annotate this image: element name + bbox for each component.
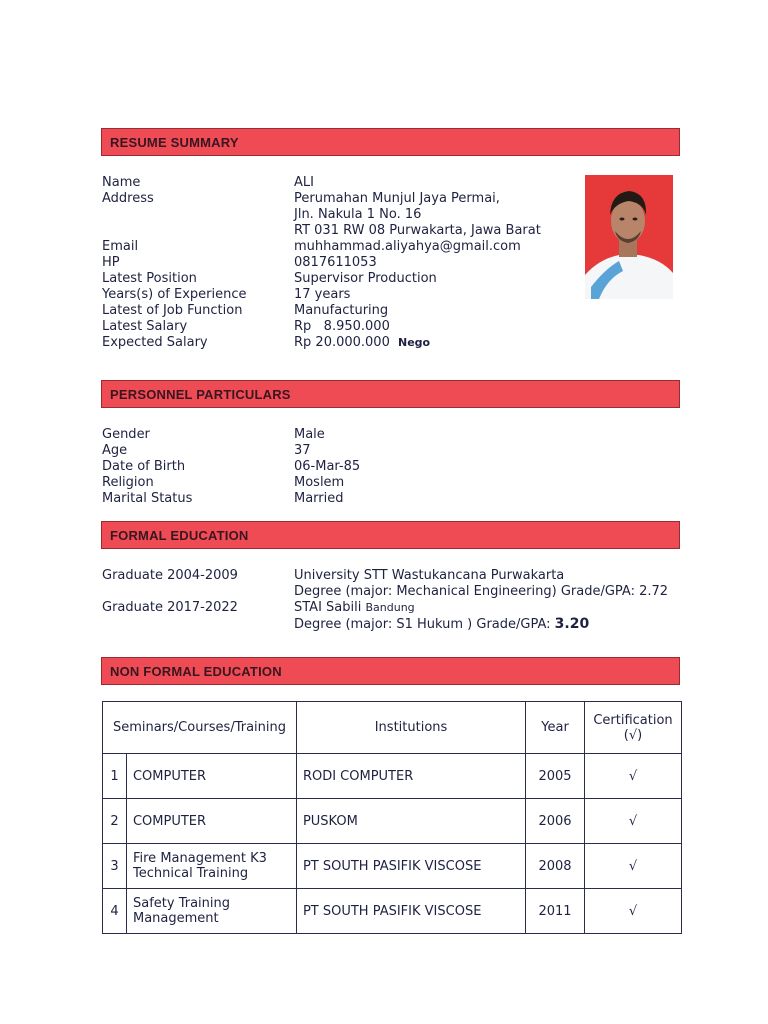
latest-position-label: Latest Position (102, 271, 197, 286)
section-title: RESUME SUMMARY (110, 135, 239, 150)
section-title: FORMAL EDUCATION (110, 528, 249, 543)
row-course: COMPUTER (126, 754, 296, 799)
expected-salary-note: Nego (398, 336, 431, 349)
experience-value: 17 years (294, 287, 351, 302)
education-2-school (294, 600, 415, 616)
formal-education-header (101, 521, 680, 549)
row-year: 2006 (526, 799, 585, 844)
gender-label: Gender (102, 427, 150, 442)
education-1-degree: Degree (major: Mechanical Engineering) Grade/GPA: 2.72 (294, 584, 669, 599)
hp-label: HP (102, 255, 120, 270)
expected-salary-amount: Rp 20.000.000 (294, 335, 390, 350)
religion-value: Moslem (294, 475, 345, 490)
age-label: Age (102, 443, 128, 458)
personnel-particulars-header (101, 380, 680, 408)
table-header-row (103, 702, 682, 754)
row-course: COMPUTER (126, 799, 296, 844)
experience-label: Years(s) of Experience (102, 287, 247, 302)
row-course (126, 844, 296, 889)
table-row (103, 889, 682, 934)
address-line-3: RT 031 RW 08 Purwakarta, Jawa Barat (294, 223, 541, 238)
non-formal-education-header (101, 657, 680, 685)
education-2-degree-text: Degree (major: S1 Hukum ) Grade/GPA: (294, 617, 551, 632)
marital-value: Married (294, 491, 344, 506)
person-photo-icon (585, 175, 673, 299)
header-year: Year (526, 702, 585, 754)
row-course-line-2: Technical Training (132, 866, 249, 881)
row-number: 3 (103, 844, 127, 889)
row-course-line-1: Safety Training (132, 896, 230, 911)
latest-salary-value: Rp 8.950.000 (294, 319, 390, 334)
row-number: 1 (103, 754, 127, 799)
table-row (103, 799, 682, 844)
name-value: ALI (294, 175, 314, 190)
name-label: Name (102, 175, 141, 190)
row-institution: RODI COMPUTER (296, 754, 525, 799)
latest-salary-label: Latest Salary (102, 319, 188, 334)
header-certification (585, 702, 682, 754)
header-certification-sub: (√) (623, 727, 643, 743)
row-course (126, 889, 296, 934)
row-course-line-2: Management (132, 911, 219, 926)
job-function-value: Manufacturing (294, 303, 389, 318)
address-line-1: Perumahan Munjul Jaya Permai, (294, 191, 500, 206)
latest-position-value: Supervisor Production (294, 271, 437, 286)
table-row (103, 844, 682, 889)
education-2-degree (294, 616, 589, 633)
expected-salary-value (294, 335, 430, 351)
training-table (102, 701, 682, 934)
row-year: 2011 (526, 889, 585, 934)
email-value: muhhammad.aliyahya@gmail.com (294, 239, 521, 254)
religion-label: Religion (102, 475, 154, 490)
section-title: PERSONNEL PARTICULARS (110, 387, 291, 402)
table-row (103, 754, 682, 799)
header-course: Seminars/Courses/Training (103, 702, 297, 754)
row-year: 2008 (526, 844, 585, 889)
email-label: Email (102, 239, 139, 254)
dob-value: 06-Mar-85 (294, 459, 361, 474)
check-icon: √ (585, 844, 682, 889)
expected-salary-label: Expected Salary (102, 335, 208, 350)
education-2-gpa: 3.20 (554, 616, 590, 632)
section-title: NON FORMAL EDUCATION (110, 664, 282, 679)
education-2-school-city: Bandung (365, 601, 415, 614)
education-2-period: Graduate 2017-2022 (102, 600, 238, 615)
row-institution: PT SOUTH PASIFIK VISCOSE (296, 889, 525, 934)
header-certification-label: Certification (593, 712, 673, 728)
gender-value: Male (294, 427, 325, 442)
row-number: 2 (103, 799, 127, 844)
resume-summary-header (101, 128, 680, 156)
marital-label: Marital Status (102, 491, 193, 506)
address-label: Address (102, 191, 154, 206)
row-year: 2005 (526, 754, 585, 799)
age-value: 37 (294, 443, 311, 458)
row-number: 4 (103, 889, 127, 934)
row-course-line-1: Fire Management K3 (132, 851, 267, 866)
check-icon: √ (585, 799, 682, 844)
row-institution: PT SOUTH PASIFIK VISCOSE (296, 844, 525, 889)
dob-label: Date of Birth (102, 459, 186, 474)
hp-value: 0817611053 (294, 255, 377, 270)
profile-photo (585, 175, 673, 299)
job-function-label: Latest of Job Function (102, 303, 243, 318)
address-line-2: Jln. Nakula 1 No. 16 (294, 207, 422, 222)
row-institution: PUSKOM (296, 799, 525, 844)
education-1-period: Graduate 2004-2009 (102, 568, 238, 583)
header-institution: Institutions (296, 702, 525, 754)
education-1-school: University STT Wastukancana Purwakarta (294, 568, 565, 583)
check-icon: √ (585, 889, 682, 934)
check-icon: √ (585, 754, 682, 799)
education-2-school-name: STAI Sabili (294, 600, 362, 615)
